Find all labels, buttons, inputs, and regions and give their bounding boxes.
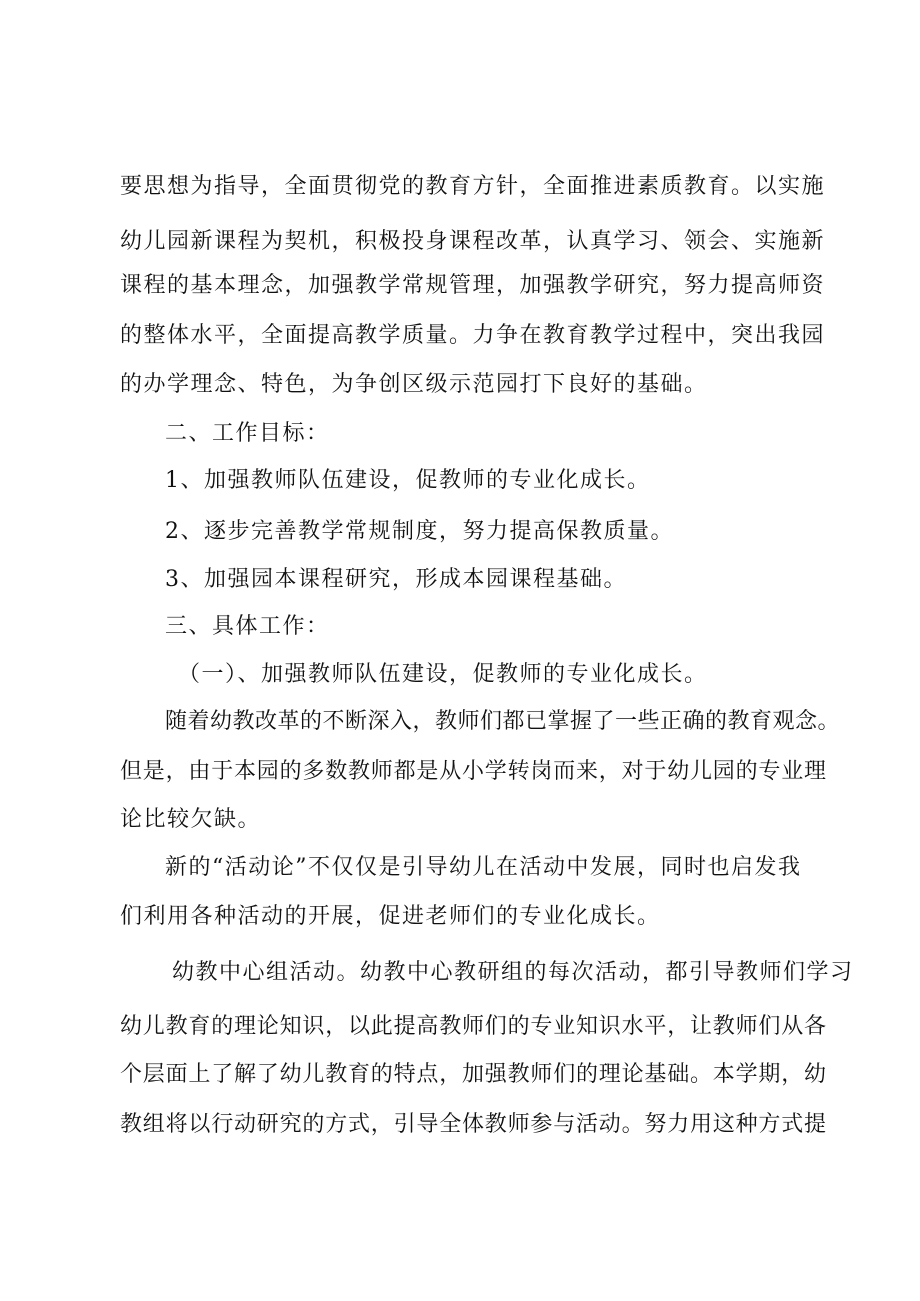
paragraph-line-14: 教组将以行动研究的方式，引导全体教师参与活动。努力用这种方式提 — [120, 1112, 827, 1137]
paragraph-line-3: 课程的基本理念，加强教学常规管理，加强教学研究，努力提高师资 — [120, 273, 826, 298]
paragraph-line-11: 幼教中心组活动。幼教中心教研组的每次活动，都引导教师们学习 — [172, 960, 854, 985]
paragraph-line-7: 但是，由于本园的多数教师都是从小学转岗而来，对于幼儿园的专业理 — [120, 759, 827, 784]
goal-item-2: 2、逐步完善教学常规制度，努力提高保教质量。 — [165, 519, 674, 544]
paragraph-line-4: 的整体水平，全面提高教学质量。力争在教育教学过程中，突出我园 — [120, 323, 826, 348]
paragraph-line-6: 随着幼教改革的不断深入，教师们都已掌握了一些正确的教育观念。 — [165, 709, 841, 734]
paragraph-line-8: 论比较欠缺。 — [120, 807, 262, 832]
section-heading-goals: 二、工作目标： — [165, 421, 330, 446]
paragraph-line-10: 们利用各种活动的开展，促进老师们的专业化成长。 — [120, 904, 661, 929]
section-heading-tasks: 三、具体工作： — [165, 614, 330, 639]
goal-item-3: 3、加强园本课程研究，形成本园课程基础。 — [165, 567, 627, 592]
paragraph-line-9: 新的“活动论”不仅仅是引导幼儿在活动中发展，同时也启发我 — [165, 855, 802, 880]
subsection-heading-1: （一）、加强教师队伍建设，促教师的专业化成长。 — [178, 662, 708, 687]
goal-item-1: 1、加强教师队伍建设，促教师的专业化成长。 — [165, 468, 651, 493]
paragraph-line-12: 幼儿教育的理论知识，以此提高教师们的专业知识水平，让教师们从各 — [120, 1014, 827, 1039]
paragraph-line-5: 的办学理念、特色，为争创区级示范园打下良好的基础。 — [120, 372, 708, 397]
paragraph-line-2: 幼儿园新课程为契机，积极投身课程改革，认真学习、领会、实施新 — [120, 229, 826, 254]
paragraph-line-1: 要思想为指导，全面贯彻党的教育方针，全面推进素质教育。以实施 — [120, 174, 826, 199]
paragraph-line-13: 个层面上了解了幼儿教育的特点，加强教师们的理论基础。本学期，幼 — [120, 1062, 827, 1087]
